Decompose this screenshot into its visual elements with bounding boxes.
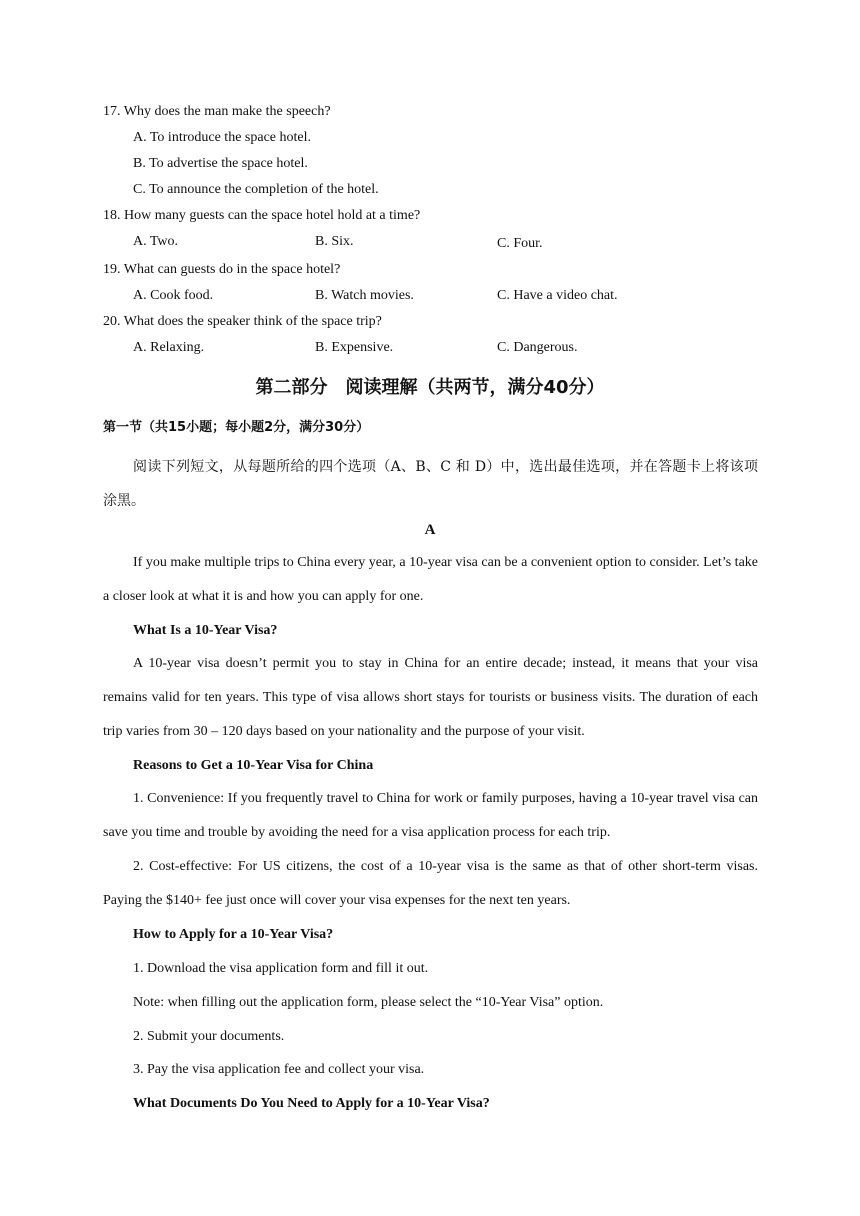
question-17-option-a: A. To introduce the space hotel.: [133, 130, 311, 145]
heading-what-is-visa: What Is a 10-Year Visa?: [133, 623, 278, 638]
question-20-option-c: C. Dangerous.: [497, 340, 578, 355]
question-20-option-b: B. Expensive.: [315, 340, 394, 355]
question-17: 17. Why does the man make the speech?: [103, 104, 331, 119]
apply-note: Note: when filling out the application form, please select the “10-Year Visa” option.: [133, 995, 604, 1010]
question-20-option-a: A. Relaxing.: [133, 340, 205, 355]
passage-intro: If you make multiple trips to China every year, a 10-year visa can be a convenient option to consider. Let’s take a closer look at what it is and how you can apply for one.: [103, 555, 758, 604]
paragraph-what-is-visa: A 10-year visa doesn’t permit you to stay in China for an entire decade; instead, it means that your visa remains valid for ten years. This type of visa allows short stays for tourists or business visits. The duration of each trip varies from 30 – 120 days based on your nationality and the purpose of your visit.: [103, 656, 758, 739]
question-18-option-a: A. Two.: [133, 234, 179, 249]
part-two-title: 第二部分 阅读理解（共两节，满分40分）: [255, 377, 605, 398]
heading-documents: What Documents Do You Need to Apply for a 10-Year Visa?: [133, 1096, 490, 1111]
reason-convenience: 1. Convenience: If you frequently travel to China for work or family purposes, having a 10-year travel visa can save you time and trouble by avoiding the need for a visa application process for each trip.: [103, 791, 758, 840]
question-17-option-c: C. To announce the completion of the hotel.: [133, 182, 379, 197]
apply-step-3: 3. Pay the visa application fee and collect your visa.: [133, 1062, 425, 1077]
question-18-option-b: B. Six.: [315, 234, 354, 249]
question-19-option-b: B. Watch movies.: [315, 288, 414, 303]
reason-cost-effective: 2. Cost-effective: For US citizens, the cost of a 10-year visa is the same as that of other short-term visas. Paying the $140+ fee just once will cover your visa expenses for the next ten years.: [103, 859, 758, 908]
question-19-option-c: C. Have a video chat.: [497, 288, 618, 303]
question-19-option-a: A. Cook food.: [133, 288, 214, 303]
section-instruction: 阅读下列短文，从每题所给的四个选项（A、B、C 和 D）中，选出最佳选项，并在答题卡上将该项涂黑。: [103, 459, 758, 509]
question-17-option-b: B. To advertise the space hotel.: [133, 156, 308, 171]
question-20: 20. What does the speaker think of the space trip?: [103, 314, 382, 329]
heading-reasons: Reasons to Get a 10-Year Visa for China: [133, 758, 374, 773]
passage-letter: A: [424, 522, 436, 538]
section-one-title: 第一节（共15小题；每小题2分，满分30分）: [103, 420, 370, 435]
heading-how-to-apply: How to Apply for a 10-Year Visa?: [133, 927, 334, 942]
apply-step-1: 1. Download the visa application form and fill it out.: [133, 961, 429, 976]
question-18: 18. How many guests can the space hotel hold at a time?: [103, 208, 421, 223]
apply-step-2: 2. Submit your documents.: [133, 1029, 285, 1044]
question-18-option-c: C. Four.: [497, 236, 543, 251]
question-19: 19. What can guests do in the space hotel?: [103, 262, 341, 277]
